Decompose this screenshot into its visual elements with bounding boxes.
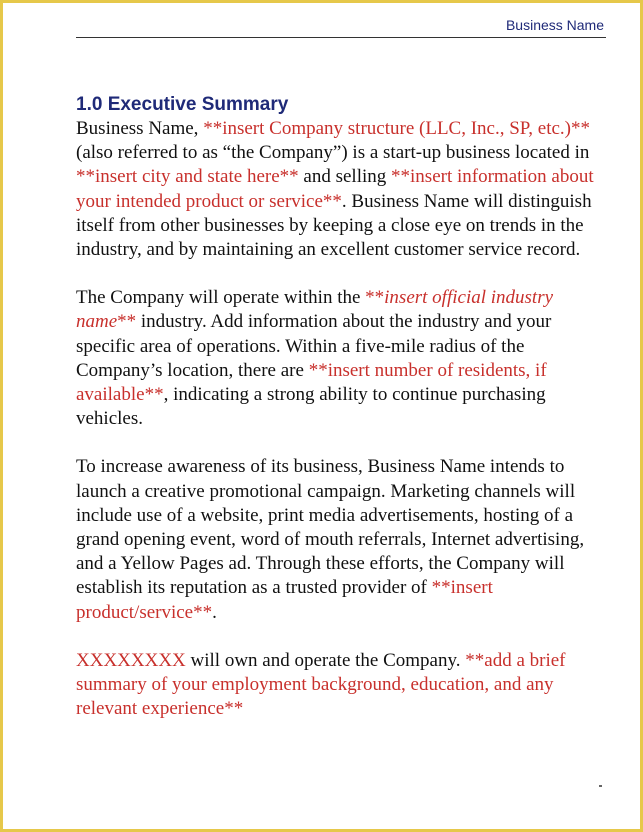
document-page: [3, 3, 640, 829]
paragraph-4: [76, 649, 610, 722]
page-body: [76, 93, 610, 745]
paragraph-2: [76, 286, 610, 431]
placeholder-text: **insert number of residents, if available**: [76, 359, 547, 406]
paragraph-3: [76, 455, 610, 624]
placeholder-text: **insert city and state here**: [76, 166, 299, 188]
body-text: . Business Name will distinguish itself from other businesses by keeping a close eye on trends in the industry, and by maintaining an excellent customer service record.: [76, 190, 592, 261]
section-title: 1.0 Executive Summary: [76, 94, 289, 115]
placeholder-text: **: [365, 287, 385, 309]
body-text: industry. Add information about the industry and your specific area of operations. Within a five-mile radius of the Company’s location, there are: [76, 311, 552, 381]
body-text: To increase awareness of its business, Business Name intends to launch a creative promotional campaign. Marketing channels will include use of a website, print media advertisements, hosting of a grand opening event, word of mouth referrals, Internet advertising, and a Yellow Pages ad. Through these efforts, the Company will establish its reputation as a trusted provider of: [76, 456, 585, 599]
body-text: and selling: [298, 166, 392, 188]
body-text: The Company will operate within the: [76, 287, 366, 309]
header-business-name: Business Name: [505, 17, 604, 33]
body-text: , indicating a strong ability to continue purchasing vehicles.: [76, 384, 546, 430]
placeholder-text: insert official industry name: [76, 287, 554, 333]
body-text: Business Name,: [76, 118, 204, 139]
body-text: will own and operate the Company.: [185, 649, 466, 671]
placeholder-text: **insert information about your intended product or service**: [76, 166, 594, 212]
placeholder-text: **add a brief summary of your employment background, education, and any relevant experience**: [76, 649, 566, 720]
placeholder-text: **insert Company structure (LLC, Inc., SP, etc.)**: [203, 118, 590, 139]
body-text: (also referred to as “the Company”) is a start-up business located in: [76, 142, 590, 164]
header-divider: [76, 37, 606, 38]
placeholder-text: XXXXXXXX: [76, 649, 186, 671]
placeholder-text: **: [117, 311, 137, 333]
placeholder-text: **insert product/service**: [76, 577, 493, 623]
page-number-mark: [599, 785, 602, 787]
body-text: .: [212, 601, 217, 623]
paragraph-1: [76, 117, 610, 262]
